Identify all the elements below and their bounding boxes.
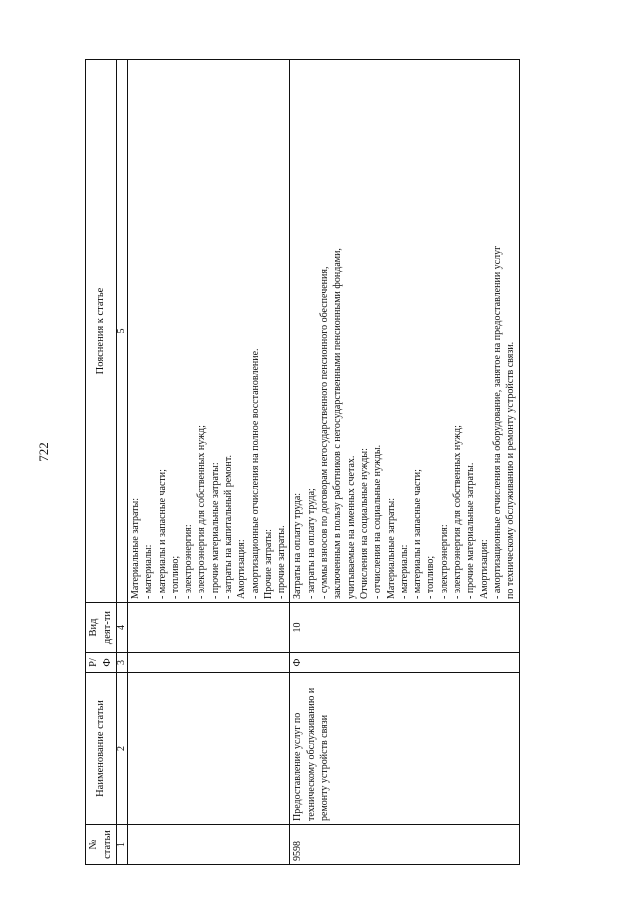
explanation-line: - амортизационные отчисления на оборудование, занятое на предоставлении услуг [491,245,503,599]
explanation-line: - прочие затраты. [276,525,288,599]
explanation-line: Затраты на оплату труда: [292,492,304,599]
explanation-line: - топливо; [169,555,181,599]
header-activity-type: Вид деят-ти [86,603,117,653]
explanation-line: - материалы: [398,544,410,599]
column-number: 2 [116,673,127,825]
rf-cell [127,653,290,673]
explanation-line: - материалы и запасные части; [156,469,168,599]
column-number: 1 [116,825,127,865]
explanation-line: - прочие материальные затраты: [209,462,221,599]
header-row [86,60,117,865]
header-article-name: Наименование статьи [86,673,117,825]
explanation-line: - топливо; [425,555,437,599]
explanation-line: - электроэнергия для собственных нужд; [452,425,464,599]
explanation-line: - затраты на оплату труда; [305,488,317,599]
explanation-line: заключенным в пользу работников с негосударственными пенсионными фондами, [332,248,344,599]
explanation-line: по техническому обслуживанию и ремонту устройств связи. [505,341,517,599]
explanation-line: Материальные затраты: [385,498,397,599]
explanation-cell [127,60,290,603]
article-name-cell: Предоставление услуг по техническому обслуживанию и ремонту устройств связи [290,673,519,825]
explanation-line: - прочие материальные затраты. [465,462,477,599]
column-number: 5 [116,60,127,603]
explanation-line: - электроэнергия: [183,524,195,599]
activity-cell [127,603,290,653]
rotated-table-container [85,59,581,865]
explanation-line: - отчисления на социальные нужды. [372,444,384,599]
activity-cell: 10 [290,603,519,653]
explanation-line: - затраты на капитальный ремонт. [222,455,234,599]
table-row [290,60,519,865]
explanation-line: Материальные затраты: [129,498,141,599]
explanation-line: - амортизационные отчисления на полное восстановление. [249,348,261,599]
explanation-line: - материалы и запасные части; [412,469,424,599]
header-explanation: Пояснения к статье [86,60,117,603]
explanation-line: - электроэнергия для собственных нужд; [196,425,208,599]
rf-cell: Ф [290,653,519,673]
header-rf: Р/ Ф [86,653,117,673]
explanation-line: - электроэнергия: [438,524,450,599]
header-article-number: № статьи [86,825,117,865]
table-row [127,60,290,865]
column-number: 4 [116,603,127,653]
article-number-cell: 9598 [290,825,519,865]
explanation-line: Амортизация: [478,539,490,599]
explanation-line: Прочие затраты: [262,529,274,599]
explanation-line: Отчисления на социальные нужды: [358,448,370,599]
explanation-cell [290,60,519,603]
article-number-cell [127,825,290,865]
explanation-line: Амортизация: [236,539,248,599]
articles-table [85,59,520,865]
explanation-line: - материалы: [143,544,155,599]
column-number: 3 [116,653,127,673]
page-number: 722 [36,442,51,462]
article-name-cell [127,673,290,825]
explanation-line: учитываемые на именных счетах. [345,455,357,599]
explanation-line: - суммы взносов по договорам негосударственного пенсионного обеспечения, [319,266,331,599]
column-number-row [116,60,127,865]
